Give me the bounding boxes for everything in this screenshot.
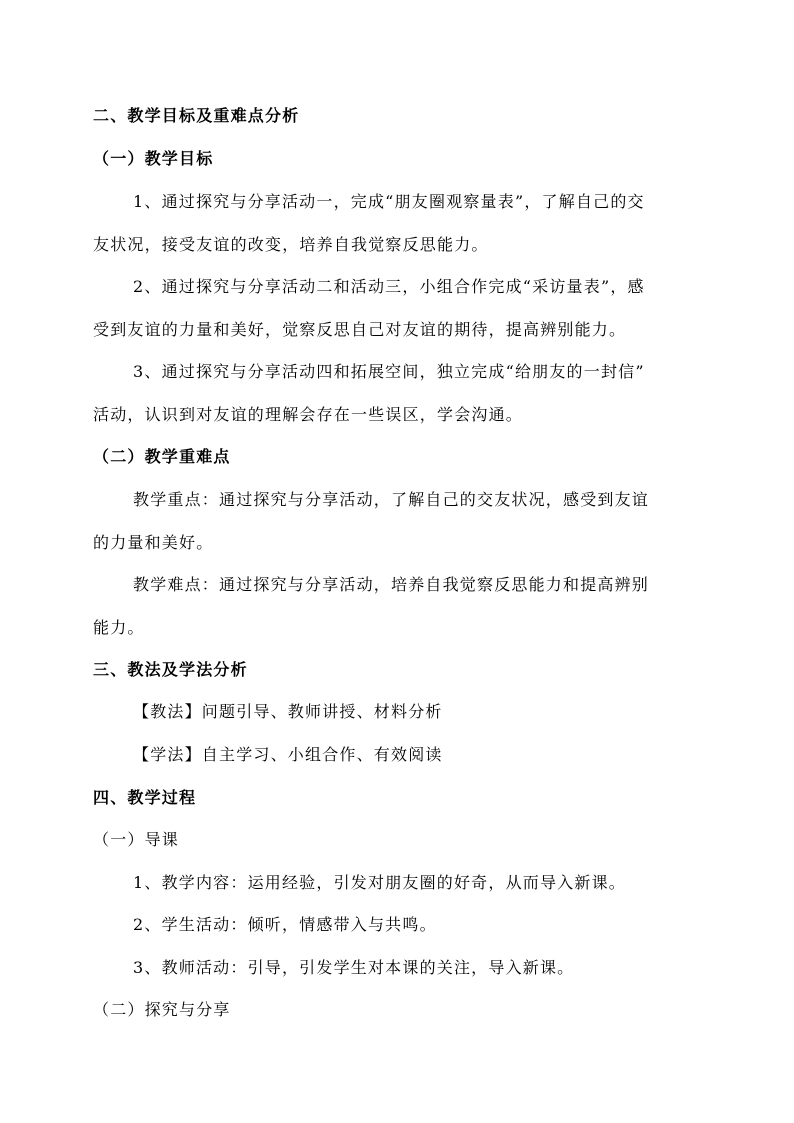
intro-item-1: 1、教学内容：运用经验，引发对朋友圈的好奇，从而导入新课。 [133, 873, 626, 892]
objectives-heading: （一）教学目标 [93, 149, 214, 168]
difficult-point-line-2: 能力。 [93, 618, 145, 637]
objective-2-line-1: 2、通过探究与分享活动二和活动三，小组合作完成“采访量表”，感 [133, 277, 645, 296]
objective-1-line-1: 1、通过探究与分享活动一，完成“朋友圈观察量表”，了解自己的交 [133, 192, 645, 211]
section-4-heading: 四、教学过程 [93, 788, 197, 807]
objective-3-line-2: 活动，认识到对友谊的理解会存在一些误区，学会沟通。 [93, 405, 524, 424]
teaching-method: 【教法】问题引导、教师讲授、材料分析 [133, 702, 443, 721]
key-point-line-1: 教学重点：通过探究与分享活动，了解自己的交友状况，感受到友谊 [133, 490, 650, 509]
objective-2-line-2: 受到友谊的力量和美好，觉察反思自己对友谊的期待，提高辨别能力。 [93, 320, 627, 339]
key-difficult-points-heading: （二）教学重难点 [93, 447, 231, 466]
explore-share-heading: （二）探究与分享 [93, 1000, 231, 1019]
objective-3-line-1: 3、通过探究与分享活动四和拓展空间，独立完成“给朋友的一封信” [133, 362, 645, 381]
section-3-heading: 三、教法及学法分析 [93, 660, 248, 679]
difficult-point-line-1: 教学难点：通过探究与分享活动，培养自我觉察反思能力和提高辨别 [133, 575, 650, 594]
intro-heading: （一）导课 [93, 830, 180, 849]
learning-method: 【学法】自主学习、小组合作、有效阅读 [133, 745, 443, 764]
intro-item-2: 2、学生活动：倾听，情感带入与共鸣。 [133, 915, 437, 934]
objective-1-line-2: 友状况，接受友谊的改变，培养自我觉察反思能力。 [93, 235, 489, 254]
key-point-line-2: 的力量和美好。 [93, 533, 214, 552]
intro-item-3: 3、教师活动：引导，引发学生对本课的关注，导入新课。 [133, 958, 575, 977]
section-2-heading: 二、教学目标及重难点分析 [93, 106, 300, 125]
